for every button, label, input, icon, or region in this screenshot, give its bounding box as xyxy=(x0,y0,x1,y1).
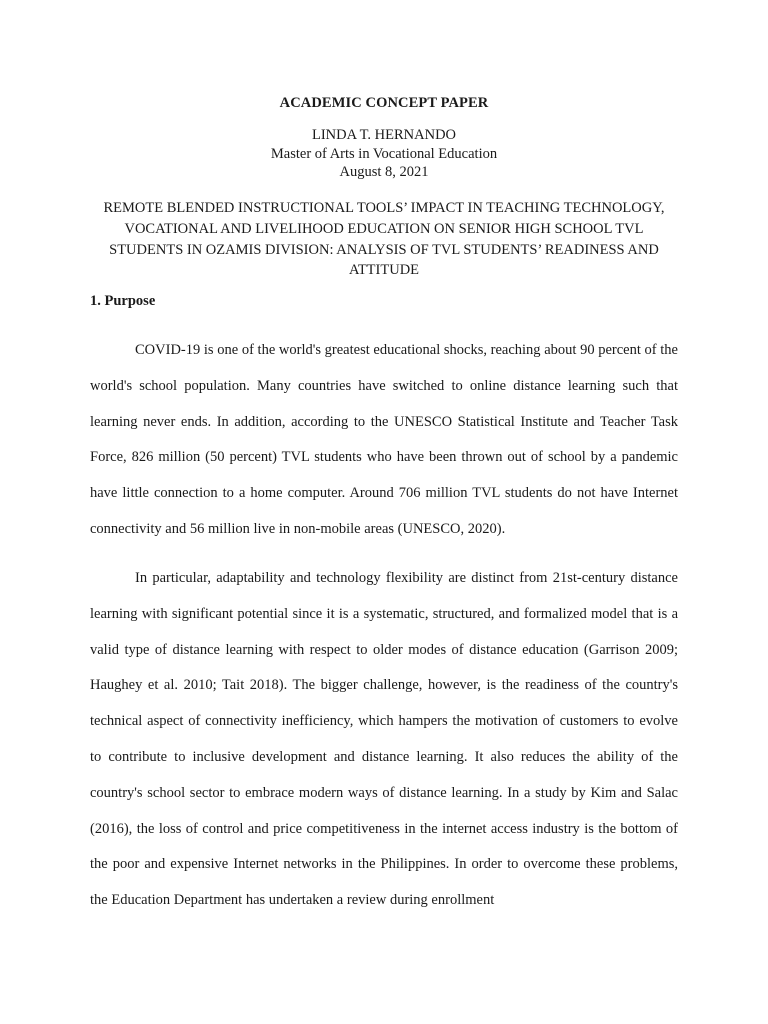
document-date: August 8, 2021 xyxy=(339,164,429,180)
section-heading-purpose: 1. Purpose xyxy=(90,293,156,309)
document-title: ACADEMIC CONCEPT PAPER xyxy=(279,95,489,111)
author-block xyxy=(0,126,768,182)
body-paragraph-2: In particular, adaptability and technology flexibility are distinct from 21st-century distance learning with significant potential since it is a systematic, structured, and formalized model that is a valid type of distance learning with respect to older modes of distance education (Garrison 2009; Haughey et al. 2010; Tait 2018). The bigger challenge, however, is the readiness of the country's technical aspect of connectivity inefficiency, which hampers the motivation of customers to evolve to contribute to inclusive development and distance learning. It also reduces the ability of the country's school sector to embrace modern ways of distance learning. In a study by Kim and Salac (2016), the loss of control and price competitiveness in the internet access industry is the bottom of the poor and expensive Internet networks in the Philippines. In order to overcome these problems, the Education Department has undertaken a review during enrollment xyxy=(90,570,678,909)
paper-title: REMOTE BLENDED INSTRUCTIONAL TOOLS’ IMPACT IN TEACHING TECHNOLOGY, VOCATIONAL AND LIVELIHOOD EDUCATION ON SENIOR HIGH SCHOOL TVL STUDENTS IN OZAMIS DIVISION: ANALYSIS OF TVL STUDENTS’ READINESS AND ATTITUDE xyxy=(103,200,665,279)
body-paragraph-1: COVID-19 is one of the world's greatest educational shocks, reaching about 90 percent of the world's school population. Many countries have switched to online distance learning such that learning never ends. In addition, according to the UNESCO Statistical Institute and Teacher Task Force, 826 million (50 percent) TVL students who have been thrown out of school by a pandemic have little connection to a home computer. Around 706 million TVL students do not have Internet connectivity and 56 million live in non-mobile areas (UNESCO, 2020). xyxy=(90,342,678,537)
author-program: Master of Arts in Vocational Education xyxy=(270,145,498,162)
author-name: LINDA T. HERNANDO xyxy=(311,127,457,143)
